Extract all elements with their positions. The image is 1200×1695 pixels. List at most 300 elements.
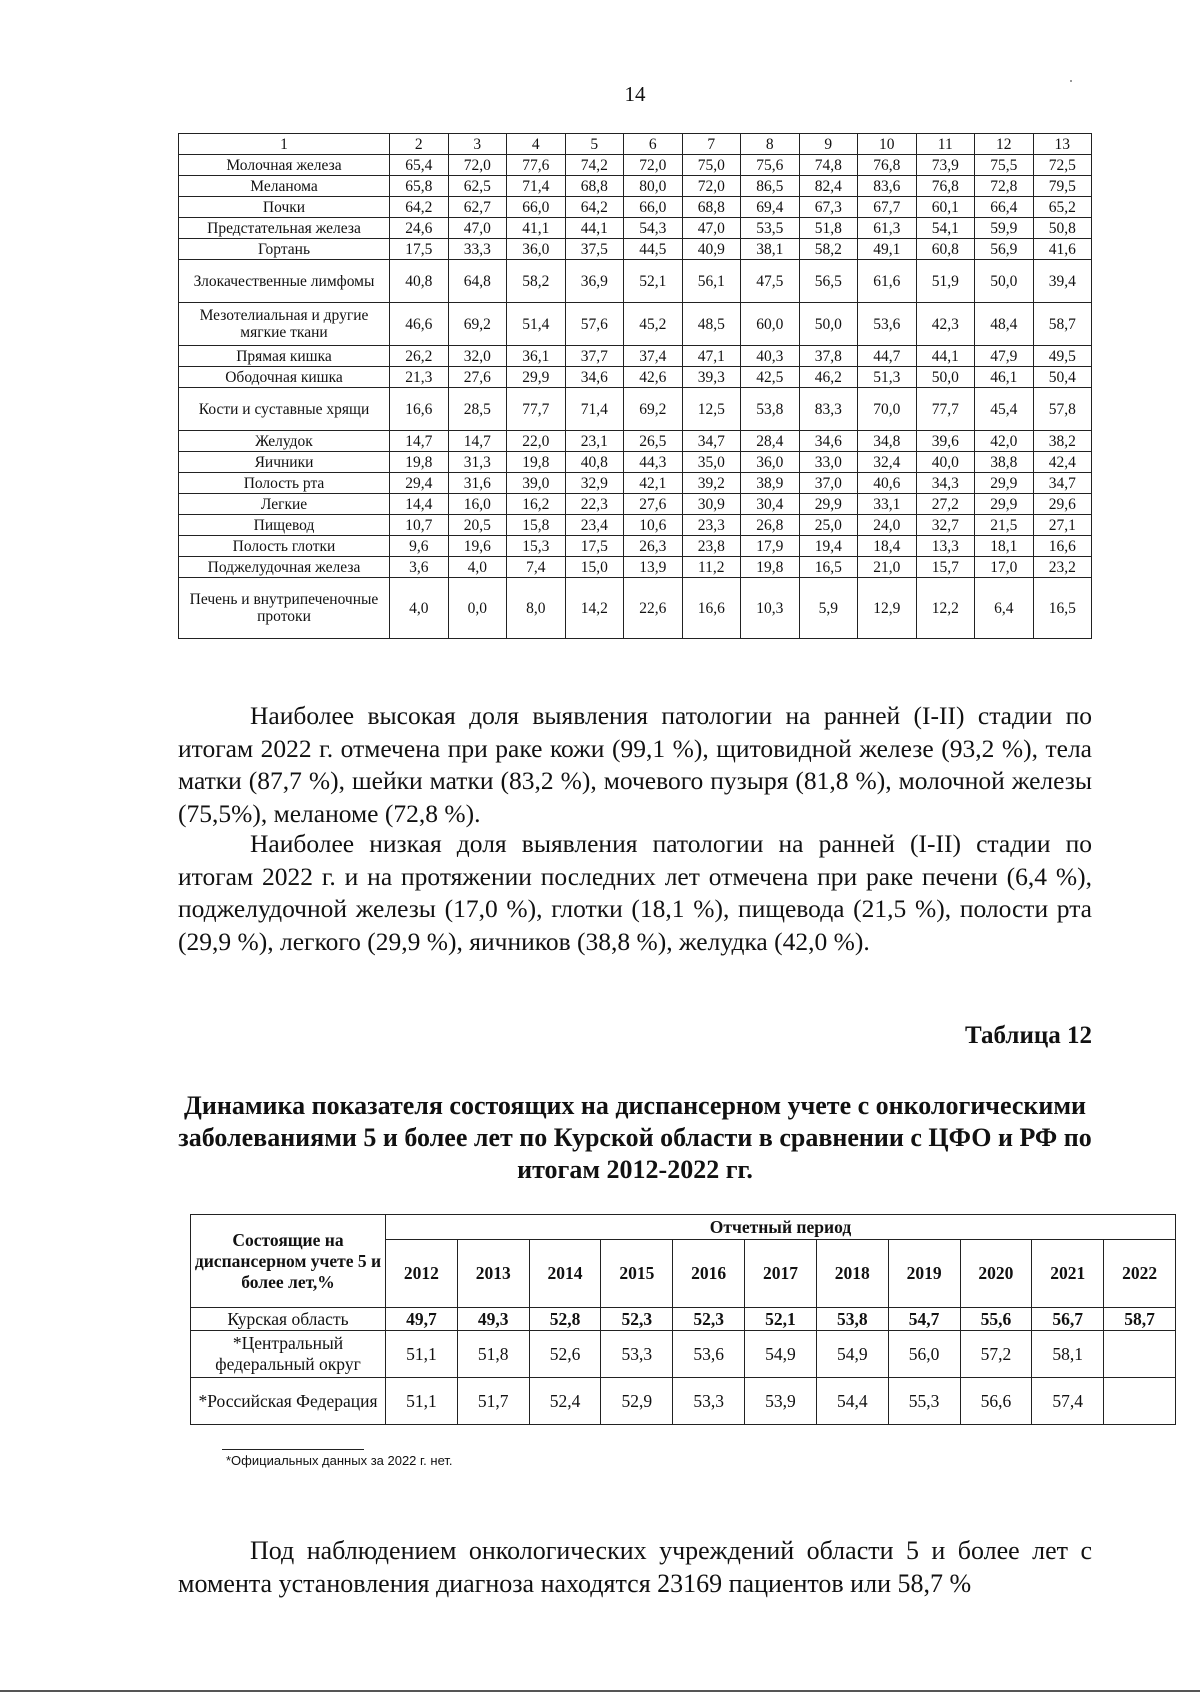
value-cell: 39,0 (507, 473, 566, 494)
value-cell: 33,0 (799, 452, 858, 473)
value-cell: 49,3 (457, 1308, 529, 1331)
table-row (179, 536, 1092, 557)
value-cell: 15,3 (507, 536, 566, 557)
value-cell: 34,6 (565, 367, 624, 388)
value-cell: 30,9 (682, 494, 741, 515)
table-header-row (191, 1215, 1176, 1240)
value-cell: 16,6 (390, 388, 449, 431)
value-cell: 60,0 (741, 303, 800, 346)
value-cell: 14,2 (565, 578, 624, 639)
value-cell: 56,5 (799, 260, 858, 303)
year-header-cell: 2014 (529, 1240, 601, 1308)
value-cell: 55,3 (888, 1378, 960, 1425)
value-cell: 17,5 (390, 239, 449, 260)
year-header-cell: 2012 (386, 1240, 458, 1308)
value-cell: 17,9 (741, 536, 800, 557)
paragraph-low-detection (178, 828, 1092, 958)
year-header-cell: 2013 (457, 1240, 529, 1308)
value-cell: 61,6 (858, 260, 917, 303)
row-name-cell: Молочная железа (179, 155, 390, 176)
value-cell: 40,8 (565, 452, 624, 473)
value-cell: 44,3 (624, 452, 683, 473)
value-cell: 83,6 (858, 176, 917, 197)
value-cell: 13,9 (624, 557, 683, 578)
value-cell: 37,0 (799, 473, 858, 494)
value-cell: 19,4 (799, 536, 858, 557)
value-cell: 72,0 (448, 155, 507, 176)
value-cell: 49,5 (1033, 346, 1092, 367)
value-cell: 4,0 (448, 557, 507, 578)
value-cell: 56,9 (975, 239, 1034, 260)
value-cell: 73,9 (916, 155, 975, 176)
table-row (179, 473, 1092, 494)
value-cell: 49,1 (858, 239, 917, 260)
value-cell: 36,0 (507, 239, 566, 260)
value-cell: 50,0 (975, 260, 1034, 303)
value-cell: 16,6 (1033, 536, 1092, 557)
table-row (179, 388, 1092, 431)
value-cell: 57,6 (565, 303, 624, 346)
header-cell: 13 (1033, 134, 1092, 155)
value-cell: 25,0 (799, 515, 858, 536)
value-cell: 54,4 (816, 1378, 888, 1425)
value-cell: 42,5 (741, 367, 800, 388)
value-cell: 39,3 (682, 367, 741, 388)
value-cell: 16,2 (507, 494, 566, 515)
value-cell: 52,9 (601, 1378, 673, 1425)
table-row (179, 239, 1092, 260)
header-cell: 12 (975, 134, 1034, 155)
scan-speck (1070, 80, 1072, 82)
footnote-rule (222, 1449, 364, 1450)
header-cell: 2 (390, 134, 449, 155)
value-cell: 52,3 (673, 1308, 745, 1331)
value-cell: 19,8 (390, 452, 449, 473)
value-cell: 10,6 (624, 515, 683, 536)
value-cell: 15,0 (565, 557, 624, 578)
value-cell: 70,0 (858, 388, 917, 431)
value-cell: 53,8 (741, 388, 800, 431)
table-row (179, 578, 1092, 639)
value-cell: 27,1 (1033, 515, 1092, 536)
value-cell: 65,4 (390, 155, 449, 176)
value-cell: 10,3 (741, 578, 800, 639)
value-cell: 19,8 (741, 557, 800, 578)
value-cell: 56,0 (888, 1331, 960, 1378)
value-cell: 40,6 (858, 473, 917, 494)
value-cell: 41,6 (1033, 239, 1092, 260)
value-cell: 57,4 (1032, 1378, 1104, 1425)
value-cell: 40,3 (741, 346, 800, 367)
value-cell: 69,4 (741, 197, 800, 218)
value-cell: 54,7 (888, 1308, 960, 1331)
value-cell: 53,9 (745, 1378, 817, 1425)
value-cell: 42,0 (975, 431, 1034, 452)
value-cell: 75,0 (682, 155, 741, 176)
value-cell: 51,3 (858, 367, 917, 388)
value-cell: 50,4 (1033, 367, 1092, 388)
value-cell: 3,6 (390, 557, 449, 578)
value-cell: 44,1 (565, 218, 624, 239)
value-cell: 50,0 (916, 367, 975, 388)
header-cell: 5 (565, 134, 624, 155)
value-cell: 23,3 (682, 515, 741, 536)
table-label: Таблица 12 (964, 1022, 1092, 1049)
value-cell: 53,6 (858, 303, 917, 346)
value-cell: 9,6 (390, 536, 449, 557)
value-cell: 53,3 (673, 1378, 745, 1425)
value-cell: 40,0 (916, 452, 975, 473)
row-name-cell: *Российская Федерация (191, 1378, 386, 1425)
value-cell: 36,9 (565, 260, 624, 303)
value-cell: 24,0 (858, 515, 917, 536)
value-cell: 65,2 (1033, 197, 1092, 218)
value-cell: 82,4 (799, 176, 858, 197)
value-cell: 52,1 (745, 1308, 817, 1331)
row-name-cell: Злокачественные лимфомы (179, 260, 390, 303)
value-cell: 59,9 (975, 218, 1034, 239)
value-cell: 42,3 (916, 303, 975, 346)
value-cell: 52,8 (529, 1308, 601, 1331)
value-cell: 66,4 (975, 197, 1034, 218)
header-cell: 8 (741, 134, 800, 155)
value-cell: 54,3 (624, 218, 683, 239)
value-cell: 44,1 (916, 346, 975, 367)
value-cell: 38,1 (741, 239, 800, 260)
value-cell: 29,4 (390, 473, 449, 494)
value-cell: 64,2 (565, 197, 624, 218)
value-cell: 45,4 (975, 388, 1034, 431)
value-cell: 44,7 (858, 346, 917, 367)
value-cell: 58,2 (507, 260, 566, 303)
value-cell: 7,4 (507, 557, 566, 578)
value-cell: 49,7 (386, 1308, 458, 1331)
year-header-cell: 2020 (960, 1240, 1032, 1308)
value-cell: 20,5 (448, 515, 507, 536)
value-cell: 69,2 (624, 388, 683, 431)
value-cell: 48,5 (682, 303, 741, 346)
value-cell: 23,4 (565, 515, 624, 536)
value-cell: 8,0 (507, 578, 566, 639)
value-cell: 29,6 (1033, 494, 1092, 515)
row-name-cell: Мезотелиальная и другие мягкие ткани (179, 303, 390, 346)
value-cell: 21,5 (975, 515, 1034, 536)
value-cell: 64,8 (448, 260, 507, 303)
table-row (179, 260, 1092, 303)
value-cell: 58,7 (1033, 303, 1092, 346)
table-row (179, 176, 1092, 197)
value-cell: 46,6 (390, 303, 449, 346)
value-cell: 68,8 (565, 176, 624, 197)
value-cell: 34,3 (916, 473, 975, 494)
paragraph-text: Наиболее низкая доля выявления патологии на ранней (I-II) стадии по итогам 2022 г. и на протяжении последних лет отмечена при раке печени (6,4 %), поджелудочной железы (17,0 %), глотки (18,1 %), пищевода (21,5 %), полости рта (29,9 %), легкого (29,9 %), яичников (38,8 %), желудка (42,0 %). (178, 829, 1092, 956)
year-header-cell: 2021 (1032, 1240, 1104, 1308)
header-cell: 3 (448, 134, 507, 155)
value-cell: 74,2 (565, 155, 624, 176)
value-cell: 50,0 (799, 303, 858, 346)
value-cell: 64,2 (390, 197, 449, 218)
value-cell: 16,6 (682, 578, 741, 639)
value-cell: 51,8 (457, 1331, 529, 1378)
value-cell: 5,9 (799, 578, 858, 639)
value-cell: 26,3 (624, 536, 683, 557)
header-cell: 10 (858, 134, 917, 155)
value-cell: 79,5 (1033, 176, 1092, 197)
value-cell: 26,5 (624, 431, 683, 452)
value-cell: 34,8 (858, 431, 917, 452)
value-cell: 30,4 (741, 494, 800, 515)
value-cell: 54,9 (816, 1331, 888, 1378)
value-cell: 76,8 (858, 155, 917, 176)
stage-detection-table (178, 133, 1092, 639)
value-cell: 31,3 (448, 452, 507, 473)
value-cell: 18,1 (975, 536, 1034, 557)
value-cell: 34,6 (799, 431, 858, 452)
dispensary-table (190, 1214, 1176, 1425)
value-cell: 21,3 (390, 367, 449, 388)
value-cell: 56,6 (960, 1378, 1032, 1425)
table-row (179, 452, 1092, 473)
header-cell: 11 (916, 134, 975, 155)
row-name-cell: Легкие (179, 494, 390, 515)
value-cell: 26,2 (390, 346, 449, 367)
row-name-cell: Почки (179, 197, 390, 218)
value-cell: 36,1 (507, 346, 566, 367)
year-header-cell: 2016 (673, 1240, 745, 1308)
value-cell: 54,9 (745, 1331, 817, 1378)
table-row (179, 367, 1092, 388)
value-cell: 0,0 (448, 578, 507, 639)
header-cell: 6 (624, 134, 683, 155)
row-name-cell: Печень и внутрипеченочные протоки (179, 578, 390, 639)
value-cell: 65,8 (390, 176, 449, 197)
value-cell: 41,1 (507, 218, 566, 239)
value-cell: 24,6 (390, 218, 449, 239)
value-cell: 29,9 (799, 494, 858, 515)
value-cell: 72,0 (624, 155, 683, 176)
value-cell: 72,5 (1033, 155, 1092, 176)
value-cell: 22,0 (507, 431, 566, 452)
row-name-cell: Гортань (179, 239, 390, 260)
table-row (179, 494, 1092, 515)
value-cell: 12,9 (858, 578, 917, 639)
row-name-cell: Поджелудочная железа (179, 557, 390, 578)
row-name-cell: Желудок (179, 431, 390, 452)
value-cell: 77,6 (507, 155, 566, 176)
value-cell: 58,2 (799, 239, 858, 260)
row-name-cell: Яичники (179, 452, 390, 473)
year-header-cell: 2022 (1104, 1240, 1176, 1308)
value-cell: 71,4 (565, 388, 624, 431)
table-row (191, 1378, 1176, 1425)
value-cell: 31,6 (448, 473, 507, 494)
value-cell: 58,1 (1032, 1331, 1104, 1378)
value-cell: 47,0 (448, 218, 507, 239)
row-name-cell: Ободочная кишка (179, 367, 390, 388)
value-cell: 34,7 (1033, 473, 1092, 494)
year-header-cell: 2015 (601, 1240, 673, 1308)
value-cell: 51,9 (916, 260, 975, 303)
value-cell: 32,7 (916, 515, 975, 536)
value-cell: 17,0 (975, 557, 1034, 578)
table-title: Динамика показателя состоящих на диспансерном учете с онкологическими заболеваниями 5 и более лет по Курской области в сравнении с ЦФО и РФ по итогам 2012-2022 гг. (178, 1091, 1092, 1184)
value-cell: 60,8 (916, 239, 975, 260)
value-cell: 14,7 (448, 431, 507, 452)
value-cell: 38,9 (741, 473, 800, 494)
value-cell: 47,0 (682, 218, 741, 239)
value-cell: 42,6 (624, 367, 683, 388)
value-cell: 39,4 (1033, 260, 1092, 303)
dispensary-table-body (191, 1215, 1176, 1425)
value-cell: 37,8 (799, 346, 858, 367)
value-cell: 23,2 (1033, 557, 1092, 578)
value-cell: 38,2 (1033, 431, 1092, 452)
value-cell: 77,7 (507, 388, 566, 431)
value-cell: 29,9 (507, 367, 566, 388)
scan-bottom-edge (0, 1690, 1200, 1692)
value-cell: 19,6 (448, 536, 507, 557)
value-cell: 33,3 (448, 239, 507, 260)
value-cell: 40,9 (682, 239, 741, 260)
value-cell: 52,1 (624, 260, 683, 303)
corner-header: Состоящие на диспансерном учете 5 и более лет,% (191, 1215, 386, 1308)
table-row (179, 155, 1092, 176)
value-cell (1104, 1331, 1176, 1378)
header-cell: 7 (682, 134, 741, 155)
value-cell: 14,4 (390, 494, 449, 515)
value-cell: 62,5 (448, 176, 507, 197)
table-row (179, 431, 1092, 452)
value-cell: 35,0 (682, 452, 741, 473)
value-cell: 23,8 (682, 536, 741, 557)
row-name-cell: Кости и суставные хрящи (179, 388, 390, 431)
value-cell: 77,7 (916, 388, 975, 431)
value-cell: 53,5 (741, 218, 800, 239)
paragraph-high-detection (178, 700, 1092, 830)
value-cell: 44,5 (624, 239, 683, 260)
value-cell: 29,9 (975, 494, 1034, 515)
table-row (179, 346, 1092, 367)
value-cell: 51,4 (507, 303, 566, 346)
value-cell: 48,4 (975, 303, 1034, 346)
value-cell: 72,8 (975, 176, 1034, 197)
value-cell: 46,2 (799, 367, 858, 388)
value-cell: 38,8 (975, 452, 1034, 473)
table-header-row (179, 134, 1092, 155)
value-cell: 80,0 (624, 176, 683, 197)
row-name-cell: Курская область (191, 1308, 386, 1331)
value-cell: 22,3 (565, 494, 624, 515)
value-cell: 27,6 (624, 494, 683, 515)
value-cell: 54,1 (916, 218, 975, 239)
value-cell: 67,3 (799, 197, 858, 218)
value-cell: 23,1 (565, 431, 624, 452)
value-cell: 51,7 (457, 1378, 529, 1425)
stage-detection-table-body (179, 134, 1092, 639)
value-cell: 71,4 (507, 176, 566, 197)
value-cell: 52,6 (529, 1331, 601, 1378)
value-cell: 53,8 (816, 1308, 888, 1331)
value-cell: 69,2 (448, 303, 507, 346)
value-cell: 21,0 (858, 557, 917, 578)
row-name-cell: Предстательная железа (179, 218, 390, 239)
value-cell: 57,2 (960, 1331, 1032, 1378)
value-cell: 51,8 (799, 218, 858, 239)
value-cell: 51,1 (386, 1331, 458, 1378)
row-name-cell: Прямая кишка (179, 346, 390, 367)
value-cell: 40,8 (390, 260, 449, 303)
value-cell: 29,9 (975, 473, 1034, 494)
value-cell: 15,8 (507, 515, 566, 536)
value-cell: 47,5 (741, 260, 800, 303)
value-cell: 15,7 (916, 557, 975, 578)
year-header-cell: 2019 (888, 1240, 960, 1308)
value-cell: 26,8 (741, 515, 800, 536)
value-cell: 50,8 (1033, 218, 1092, 239)
value-cell: 56,1 (682, 260, 741, 303)
table-row (179, 557, 1092, 578)
value-cell: 62,7 (448, 197, 507, 218)
value-cell: 51,1 (386, 1378, 458, 1425)
value-cell: 47,1 (682, 346, 741, 367)
value-cell: 67,7 (858, 197, 917, 218)
year-header-cell: 2018 (816, 1240, 888, 1308)
value-cell: 66,0 (624, 197, 683, 218)
value-cell: 13,3 (916, 536, 975, 557)
table-row (179, 218, 1092, 239)
value-cell: 6,4 (975, 578, 1034, 639)
row-name-cell: Пищевод (179, 515, 390, 536)
footnote: *Официальных данных за 2022 г. нет. (226, 1453, 453, 1468)
header-cell: 4 (507, 134, 566, 155)
value-cell: 58,7 (1104, 1308, 1176, 1331)
value-cell: 32,4 (858, 452, 917, 473)
value-cell: 52,4 (529, 1378, 601, 1425)
value-cell: 45,2 (624, 303, 683, 346)
value-cell: 66,0 (507, 197, 566, 218)
value-cell: 32,9 (565, 473, 624, 494)
value-cell: 34,7 (682, 431, 741, 452)
value-cell: 22,6 (624, 578, 683, 639)
value-cell: 75,6 (741, 155, 800, 176)
value-cell: 12,2 (916, 578, 975, 639)
value-cell: 39,6 (916, 431, 975, 452)
value-cell: 19,8 (507, 452, 566, 473)
value-cell: 53,3 (601, 1331, 673, 1378)
value-cell: 75,5 (975, 155, 1034, 176)
paragraph-text: Под наблюдением онкологических учреждений области 5 и более лет с момента установления диагноза находятся 23169 пациентов или 58,7 % (178, 1536, 1092, 1598)
value-cell: 56,7 (1032, 1308, 1104, 1331)
year-header-cell: 2017 (745, 1240, 817, 1308)
value-cell: 33,1 (858, 494, 917, 515)
value-cell: 10,7 (390, 515, 449, 536)
value-cell: 60,1 (916, 197, 975, 218)
value-cell: 57,8 (1033, 388, 1092, 431)
value-cell: 37,4 (624, 346, 683, 367)
value-cell: 11,2 (682, 557, 741, 578)
table-row (191, 1308, 1176, 1331)
value-cell: 18,4 (858, 536, 917, 557)
value-cell: 36,0 (741, 452, 800, 473)
value-cell: 83,3 (799, 388, 858, 431)
value-cell: 74,8 (799, 155, 858, 176)
value-cell: 39,2 (682, 473, 741, 494)
paragraph-observation (178, 1534, 1092, 1600)
value-cell: 27,6 (448, 367, 507, 388)
header-cell: 1 (179, 134, 390, 155)
paragraph-text: Наиболее высокая доля выявления патологии на ранней (I-II) стадии по итогам 2022 г. отмечена при раке кожи (99,1 %), щитовидной железе (93,2 %), тела матки (87,7 %), шейки матки (83,2 %), мочевого пузыря (81,8 %), молочной железы (75,5%), меланоме (72,8 %). (178, 701, 1092, 828)
value-cell: 27,2 (916, 494, 975, 515)
